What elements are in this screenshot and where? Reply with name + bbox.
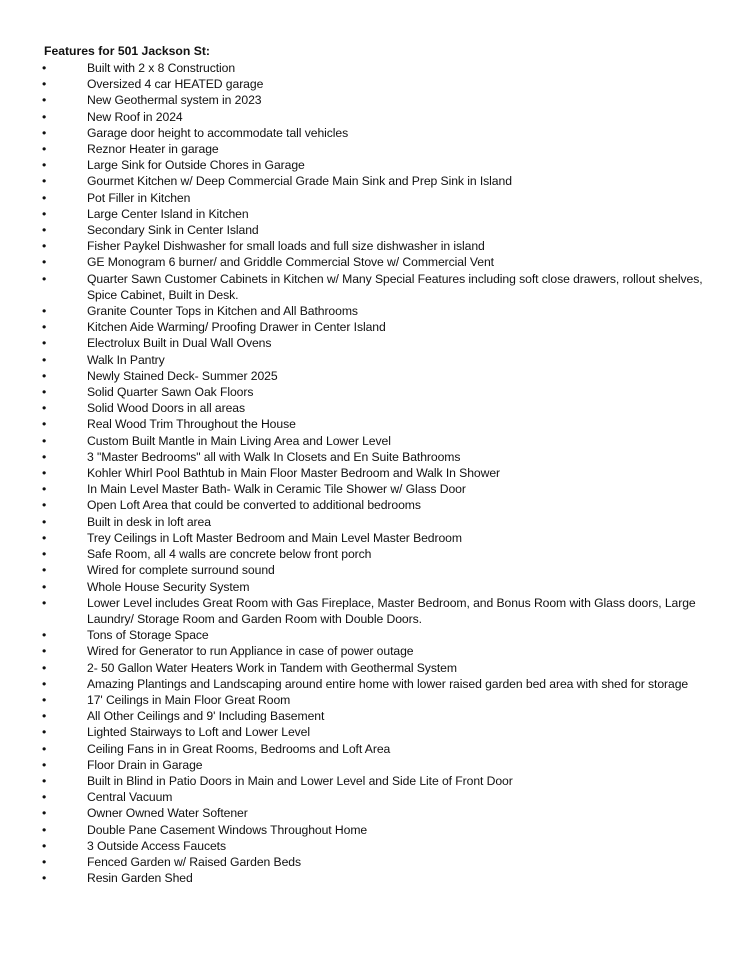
feature-item xyxy=(0,562,741,578)
feature-item xyxy=(0,838,741,854)
feature-text: Safe Room, all 4 walls are concrete below front porch xyxy=(87,547,372,562)
feature-item xyxy=(0,222,741,238)
feature-text: Lower Level includes Great Room with Gas Fireplace, Master Bedroom, and Bonus Room with Glass doors, Large Laundry/ Storage Room and Garden Room with Double Doors. xyxy=(87,595,696,626)
feature-item xyxy=(0,481,741,497)
feature-item xyxy=(0,708,741,724)
bullet-icon: • xyxy=(42,368,47,383)
feature-text: Real Wood Trim Throughout the House xyxy=(87,417,296,432)
feature-item xyxy=(0,805,741,821)
feature-text: Walk In Pantry xyxy=(87,352,165,367)
feature-item xyxy=(0,741,741,757)
feature-text: Fisher Paykel Dishwasher for small loads and full size dishwasher in island xyxy=(87,239,485,254)
feature-text: Central Vacuum xyxy=(87,790,173,805)
feature-text: Gourmet Kitchen w/ Deep Commercial Grade Main Sink and Prep Sink in Island xyxy=(87,174,512,189)
feature-text: Custom Built Mantle in Main Living Area and Lower Level xyxy=(87,433,391,448)
feature-item xyxy=(0,157,741,173)
feature-text: Whole House Security System xyxy=(87,579,250,594)
feature-text: Amazing Plantings and Landscaping around entire home with lower raised garden bed area with shed for storage xyxy=(87,676,689,691)
feature-item xyxy=(0,595,741,627)
feature-text: Kohler Whirl Pool Bathtub in Main Floor Master Bedroom and Walk In Shower xyxy=(87,466,501,481)
feature-item xyxy=(0,497,741,513)
feature-text: Garage door height to accommodate tall vehicles xyxy=(87,125,349,140)
bullet-icon: • xyxy=(42,320,47,335)
feature-text: 2- 50 Gallon Water Heaters Work in Tandem with Geothermal System xyxy=(87,660,457,675)
bullet-icon: • xyxy=(42,142,47,157)
feature-item xyxy=(0,384,741,400)
feature-text: Reznor Heater in garage xyxy=(87,142,219,157)
bullet-icon: • xyxy=(42,530,47,545)
feature-text: 3 Outside Access Faucets xyxy=(87,838,226,853)
bullet-icon: • xyxy=(42,838,47,853)
bullet-icon: • xyxy=(42,77,47,92)
feature-text: Quarter Sawn Customer Cabinets in Kitchen w/ Many Special Features including soft close drawers, rollout shelves, Spice Cabinet, Built in Desk. xyxy=(87,271,703,302)
bullet-icon: • xyxy=(42,628,47,643)
feature-text: Wired for complete surround sound xyxy=(87,563,275,578)
bullet-icon: • xyxy=(42,871,47,886)
feature-text: In Main Level Master Bath- Walk in Ceramic Tile Shower w/ Glass Door xyxy=(87,482,466,497)
bullet-icon: • xyxy=(42,109,47,124)
feature-item xyxy=(0,465,741,481)
feature-text: Kitchen Aide Warming/ Proofing Drawer in Center Island xyxy=(87,320,386,335)
feature-item xyxy=(0,514,741,530)
bullet-icon: • xyxy=(42,206,47,221)
feature-text: Secondary Sink in Center Island xyxy=(87,223,259,238)
feature-item xyxy=(0,319,741,335)
bullet-icon: • xyxy=(42,514,47,529)
bullet-icon: • xyxy=(42,190,47,205)
feature-text: Lighted Stairways to Loft and Lower Level xyxy=(87,725,311,740)
document-title: Features for 501 Jackson St: xyxy=(44,44,210,58)
feature-text: Built in desk in loft area xyxy=(87,514,211,529)
feature-item xyxy=(0,416,741,432)
feature-text: GE Monogram 6 burner/ and Griddle Commercial Stove w/ Commercial Vent xyxy=(87,255,494,270)
feature-item xyxy=(0,173,741,189)
feature-item xyxy=(0,190,741,206)
feature-item xyxy=(0,400,741,416)
feature-list xyxy=(0,60,741,886)
feature-text: Solid Quarter Sawn Oak Floors xyxy=(87,385,254,400)
feature-text: New Roof in 2024 xyxy=(87,109,183,124)
bullet-icon: • xyxy=(42,417,47,432)
bullet-icon: • xyxy=(42,547,47,562)
feature-item xyxy=(0,76,741,92)
bullet-icon: • xyxy=(42,336,47,351)
bullet-icon: • xyxy=(42,385,47,400)
bullet-icon: • xyxy=(42,125,47,140)
feature-item xyxy=(0,627,741,643)
feature-text: Electrolux Built in Dual Wall Ovens xyxy=(87,336,272,351)
bullet-icon: • xyxy=(42,644,47,659)
feature-item xyxy=(0,530,741,546)
bullet-icon: • xyxy=(42,595,47,610)
bullet-icon: • xyxy=(42,709,47,724)
feature-item xyxy=(0,692,741,708)
bullet-icon: • xyxy=(42,806,47,821)
feature-text: Solid Wood Doors in all areas xyxy=(87,401,246,416)
bullet-icon: • xyxy=(42,433,47,448)
bullet-icon: • xyxy=(42,352,47,367)
bullet-icon: • xyxy=(42,174,47,189)
feature-text: Ceiling Fans in in Great Rooms, Bedrooms and Loft Area xyxy=(87,741,391,756)
feature-text: Trey Ceilings in Loft Master Bedroom and Main Level Master Bedroom xyxy=(87,530,462,545)
bullet-icon: • xyxy=(42,725,47,740)
bullet-icon: • xyxy=(42,466,47,481)
feature-item xyxy=(0,449,741,465)
feature-item xyxy=(0,854,741,870)
feature-item xyxy=(0,335,741,351)
feature-item xyxy=(0,271,741,303)
feature-text: Owner Owned Water Softener xyxy=(87,806,248,821)
feature-item xyxy=(0,789,741,805)
feature-text: Oversized 4 car HEATED garage xyxy=(87,77,264,92)
feature-item xyxy=(0,433,741,449)
feature-item xyxy=(0,724,741,740)
feature-item xyxy=(0,368,741,384)
bullet-icon: • xyxy=(42,790,47,805)
feature-text: 17' Ceilings in Main Floor Great Room xyxy=(87,692,291,707)
feature-text: Granite Counter Tops in Kitchen and All Bathrooms xyxy=(87,304,358,319)
feature-item xyxy=(0,206,741,222)
bullet-icon: • xyxy=(42,579,47,594)
feature-item xyxy=(0,546,741,562)
feature-text: New Geothermal system in 2023 xyxy=(87,93,262,108)
feature-item xyxy=(0,60,741,76)
feature-item xyxy=(0,254,741,270)
bullet-icon: • xyxy=(42,158,47,173)
feature-item xyxy=(0,579,741,595)
feature-item xyxy=(0,822,741,838)
feature-item xyxy=(0,92,741,108)
feature-item xyxy=(0,676,741,692)
feature-item xyxy=(0,660,741,676)
bullet-icon: • xyxy=(42,401,47,416)
bullet-icon: • xyxy=(42,676,47,691)
feature-item xyxy=(0,238,741,254)
feature-text: Resin Garden Shed xyxy=(87,871,193,886)
feature-item xyxy=(0,352,741,368)
feature-text: 3 "Master Bedrooms" all with Walk In Closets and En Suite Bathrooms xyxy=(87,449,461,464)
feature-text: Newly Stained Deck- Summer 2025 xyxy=(87,368,278,383)
feature-text: Floor Drain in Garage xyxy=(87,757,203,772)
bullet-icon: • xyxy=(42,498,47,513)
bullet-icon: • xyxy=(42,223,47,238)
feature-text: Tons of Storage Space xyxy=(87,628,209,643)
feature-item xyxy=(0,870,741,886)
bullet-icon: • xyxy=(42,822,47,837)
feature-text: Fenced Garden w/ Raised Garden Beds xyxy=(87,854,301,869)
feature-text: Large Center Island in Kitchen xyxy=(87,206,249,221)
bullet-icon: • xyxy=(42,692,47,707)
feature-text: All Other Ceilings and 9' Including Basement xyxy=(87,709,325,724)
bullet-icon: • xyxy=(42,757,47,772)
feature-text: Pot Filler in Kitchen xyxy=(87,190,191,205)
bullet-icon: • xyxy=(42,304,47,319)
feature-item xyxy=(0,643,741,659)
feature-text: Open Loft Area that could be converted to additional bedrooms xyxy=(87,498,421,513)
bullet-icon: • xyxy=(42,482,47,497)
bullet-icon: • xyxy=(42,93,47,108)
bullet-icon: • xyxy=(42,854,47,869)
bullet-icon: • xyxy=(42,449,47,464)
feature-text: Large Sink for Outside Chores in Garage xyxy=(87,158,305,173)
bullet-icon: • xyxy=(42,773,47,788)
feature-text: Built with 2 x 8 Construction xyxy=(87,61,236,75)
feature-text: Wired for Generator to run Appliance in case of power outage xyxy=(87,644,414,659)
bullet-icon: • xyxy=(42,255,47,270)
bullet-icon: • xyxy=(42,741,47,756)
bullet-icon: • xyxy=(42,563,47,578)
bullet-icon: • xyxy=(42,61,47,75)
feature-item xyxy=(0,303,741,319)
feature-text: Double Pane Casement Windows Throughout Home xyxy=(87,822,368,837)
feature-item xyxy=(0,125,741,141)
bullet-icon: • xyxy=(42,239,47,254)
feature-item xyxy=(0,757,741,773)
bullet-icon: • xyxy=(42,660,47,675)
feature-item xyxy=(0,141,741,157)
bullet-icon: • xyxy=(42,271,47,286)
feature-item xyxy=(0,773,741,789)
feature-text: Built in Blind in Patio Doors in Main and Lower Level and Side Lite of Front Door xyxy=(87,773,513,788)
feature-item xyxy=(0,109,741,125)
